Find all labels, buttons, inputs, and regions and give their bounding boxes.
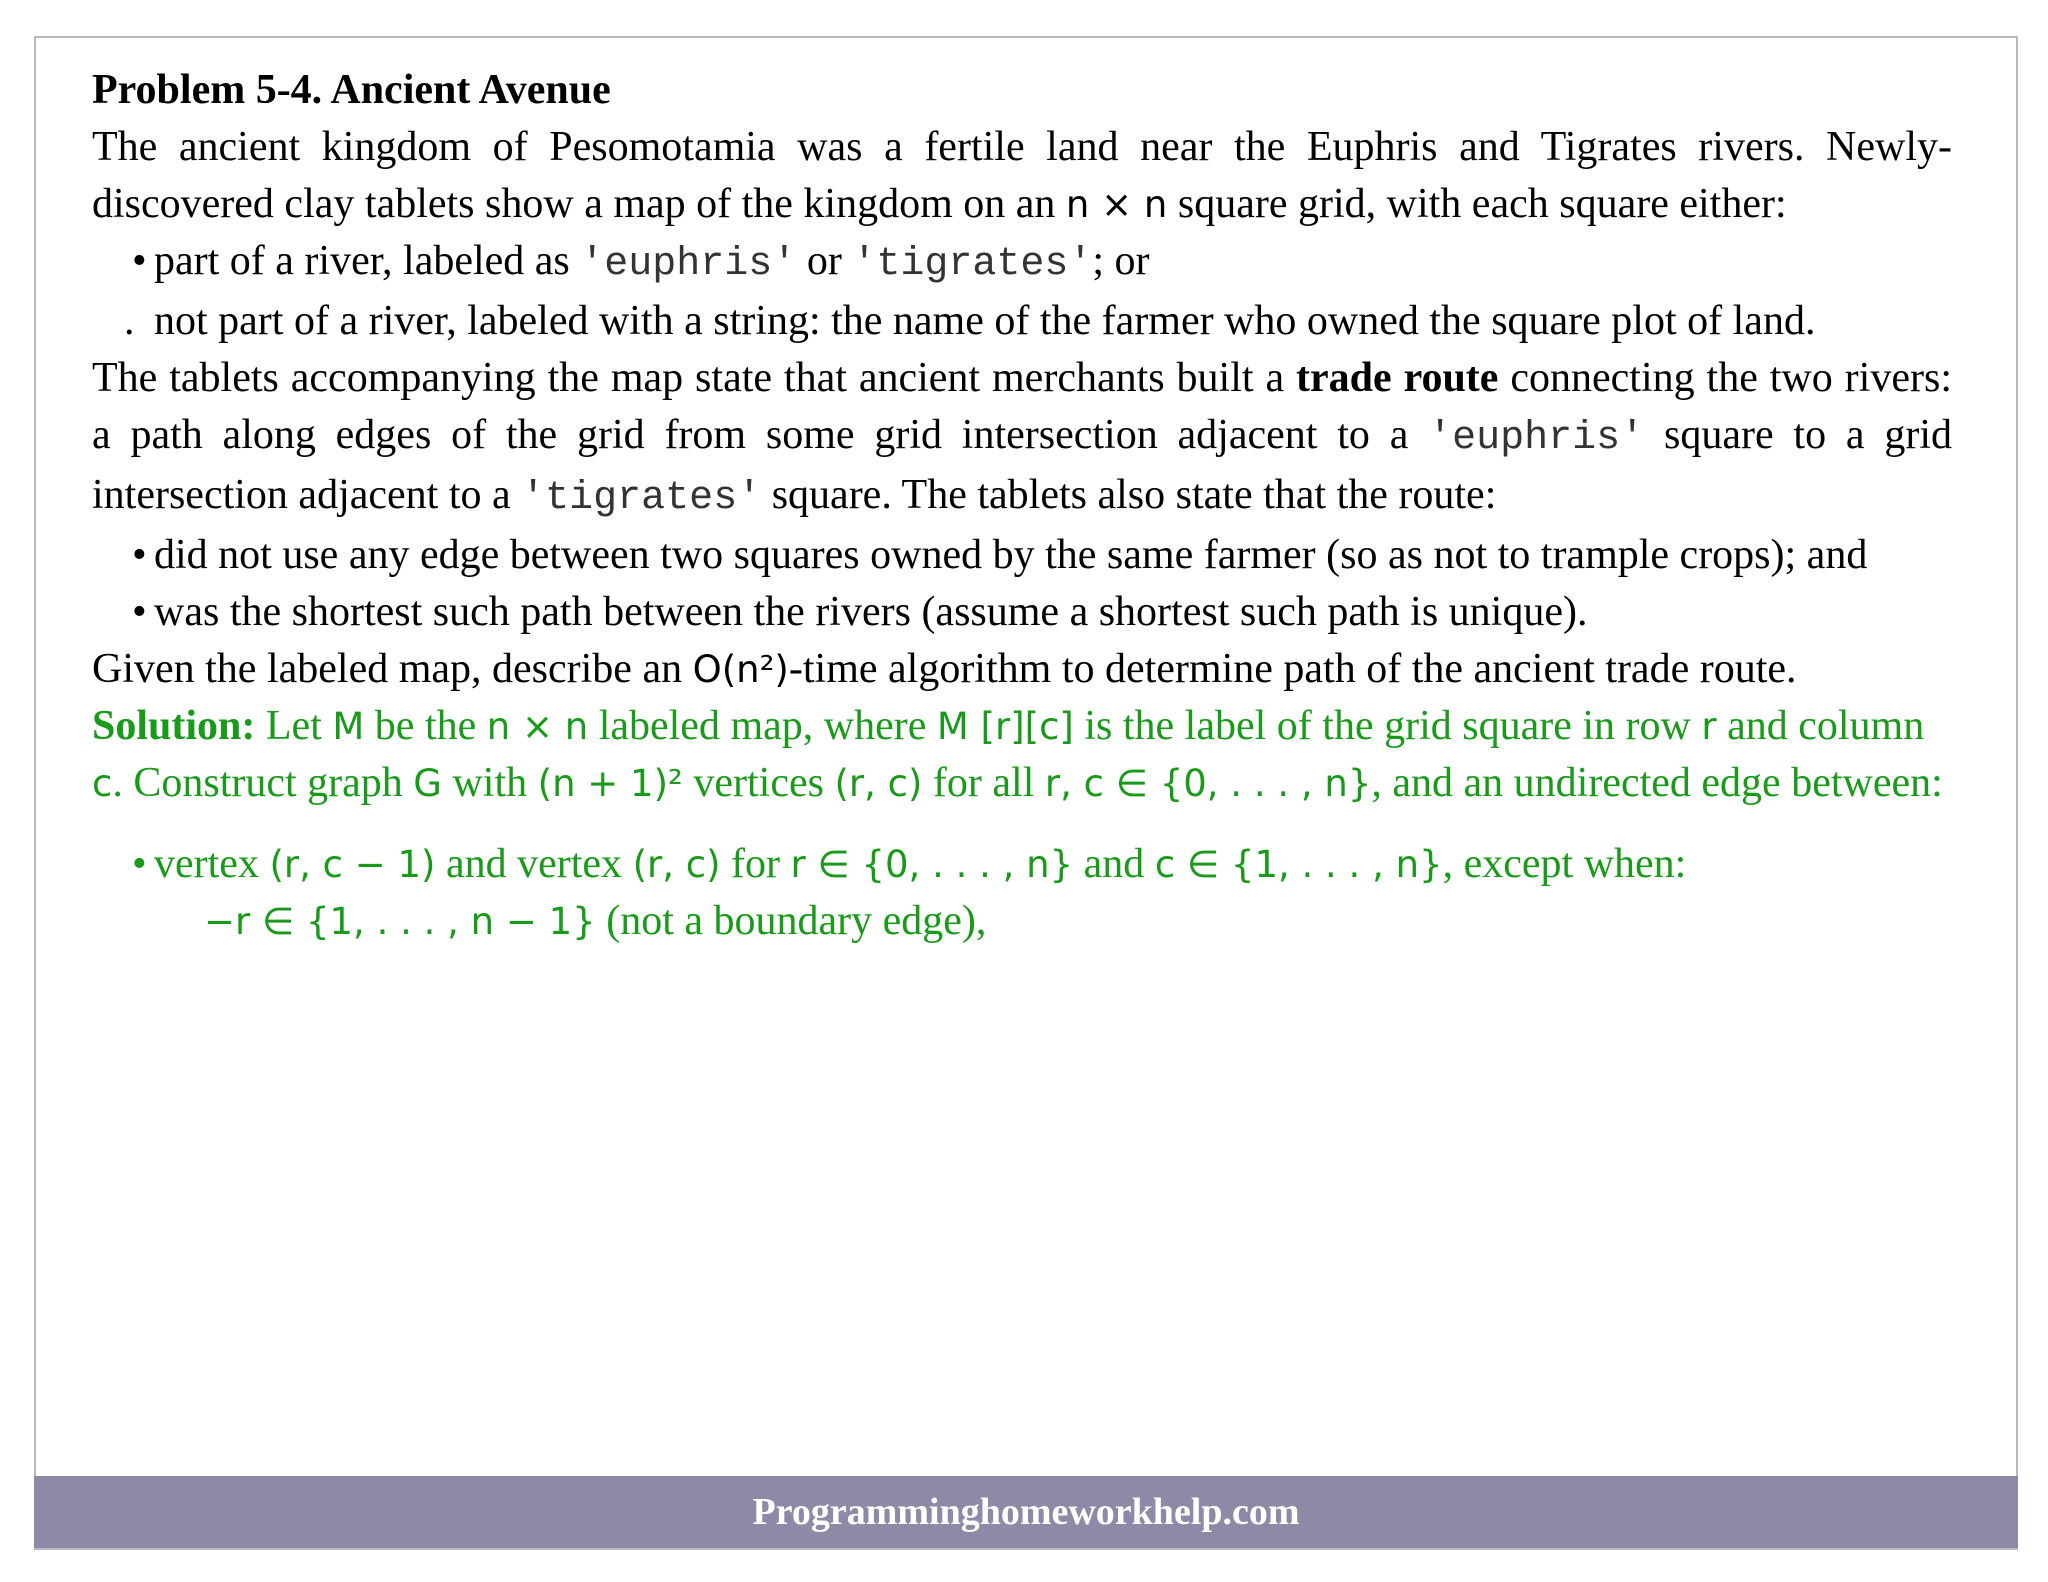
bullet-no-same-farmer <box>92 527 1952 584</box>
bullet-river-text-a: part of a river, labeled as <box>154 238 581 284</box>
code-euphris: 'euphris' <box>580 242 797 287</box>
sol-text: with <box>441 760 538 806</box>
sol-math: G <box>413 762 442 805</box>
sol-bullet-math: c ∈ {1, . . . , n} <box>1154 843 1443 886</box>
bullet-dot-icon: • <box>132 532 147 578</box>
sol-text: Let <box>255 703 333 749</box>
sol-math: (r, c) <box>834 762 923 805</box>
sol-bullet-text: vertex <box>154 841 270 887</box>
sol-bullet-math: r ∈ {0, . . . , n} <box>790 843 1074 886</box>
bullet-shortest-path-text: was the shortest such path between the rivers (assume a shortest such path is unique). <box>154 589 1588 635</box>
sol-math: r <box>1701 705 1717 748</box>
sol-bullet-text: , except when: <box>1442 841 1687 887</box>
para2-text-b: connecting the two rivers: a path along edges of the grid from some grid intersection adjacent to a <box>92 355 1952 458</box>
sub-condition-math: −r ∈ {1, . . . , n − 1} <box>204 900 596 943</box>
bullet-dot-icon: • <box>132 238 147 284</box>
intro-text-2: square grid, with each square either: <box>1167 181 1787 227</box>
solution-bullet-edge <box>92 836 1952 893</box>
solution-sub-condition <box>92 893 1952 950</box>
sol-bullet-math: (r, c) <box>632 843 721 886</box>
bullet-river <box>92 233 1952 293</box>
sol-bullet-math: (r, c − 1) <box>269 843 436 886</box>
bullet-dot-icon: • <box>132 589 147 635</box>
bullet-shortest-path <box>92 584 1952 641</box>
bullet-no-same-farmer-text: did not use any edge between two squares owned by the same farmer (so as not to trample crops); and <box>154 532 1868 578</box>
footer-bar <box>34 1476 2018 1548</box>
sol-text: vertices <box>682 760 835 806</box>
task-paragraph <box>92 641 1952 698</box>
sol-math: c <box>92 762 113 805</box>
sub-condition-text: (not a boundary edge), <box>595 898 987 944</box>
para2-text-c: square to a grid intersection adjacent to a <box>92 412 1952 518</box>
sol-text: , and an undirected edge between: <box>1371 760 1943 806</box>
code-euphris-2: 'euphris' <box>1428 416 1645 461</box>
problem-intro <box>92 119 1952 233</box>
trade-route-term: trade route <box>1296 355 1499 401</box>
sol-math: n × n <box>486 705 589 748</box>
sol-text: is the label of the grid square in row <box>1073 703 1702 749</box>
sol-bullet-text: for <box>720 841 791 887</box>
solution-paragraph <box>92 698 1952 812</box>
bullet-farmer <box>92 293 1952 350</box>
para2-text-a: The tablets accompanying the map state that ancient merchants built a <box>92 355 1297 401</box>
sol-text: for all <box>922 760 1045 806</box>
sol-math: r, c ∈ {0, . . . , n} <box>1044 762 1372 805</box>
intro-text-1: The ancient kingdom of Pesomotamia was a fertile land near the Euphris and Tigrates rivers. Newly- discovered clay tablets show a map of the kingdom on an <box>92 124 1952 227</box>
code-tigrates: 'tigrates' <box>852 242 1093 287</box>
sol-bullet-text: and <box>1073 841 1155 887</box>
trade-route-paragraph <box>92 350 1952 527</box>
intro-math: n × n <box>1065 183 1168 226</box>
para2-text-d: square. The tablets also state that the route: <box>761 472 1497 518</box>
sol-math: M <box>332 705 365 748</box>
bullet-farmer-text: not part of a river, labeled with a string: the name of the farmer who owned the square plot of land. <box>154 298 1816 344</box>
complexity-math: O(n²) <box>692 648 789 691</box>
bullet-river-text-b: or <box>796 238 853 284</box>
footer-site-name: Programminghomeworkhelp.com <box>752 1491 1300 1533</box>
task-text-a: Given the labeled map, describe an <box>92 646 693 692</box>
bullet-dot-icon: • <box>132 841 147 887</box>
bullet-period-marker: . <box>124 298 135 344</box>
sol-text: and column <box>1716 703 1925 749</box>
sol-text: labeled map, where <box>588 703 937 749</box>
sol-bullet-text: and vertex <box>435 841 633 887</box>
solution-label: Solution: <box>92 703 256 749</box>
sol-math: M [r][c] <box>936 705 1074 748</box>
sol-text: . Construct graph <box>112 760 414 806</box>
problem-title: Problem 5-4. Ancient Avenue <box>92 67 611 113</box>
sol-text: be the <box>364 703 487 749</box>
code-tigrates-2: 'tigrates' <box>521 476 762 521</box>
slide-content <box>92 62 1952 950</box>
task-text-b: -time algorithm to determine path of the ancient trade route. <box>788 646 1797 692</box>
sol-math: (n + 1)² <box>537 762 683 805</box>
bullet-river-text-c: ; or <box>1092 238 1150 284</box>
